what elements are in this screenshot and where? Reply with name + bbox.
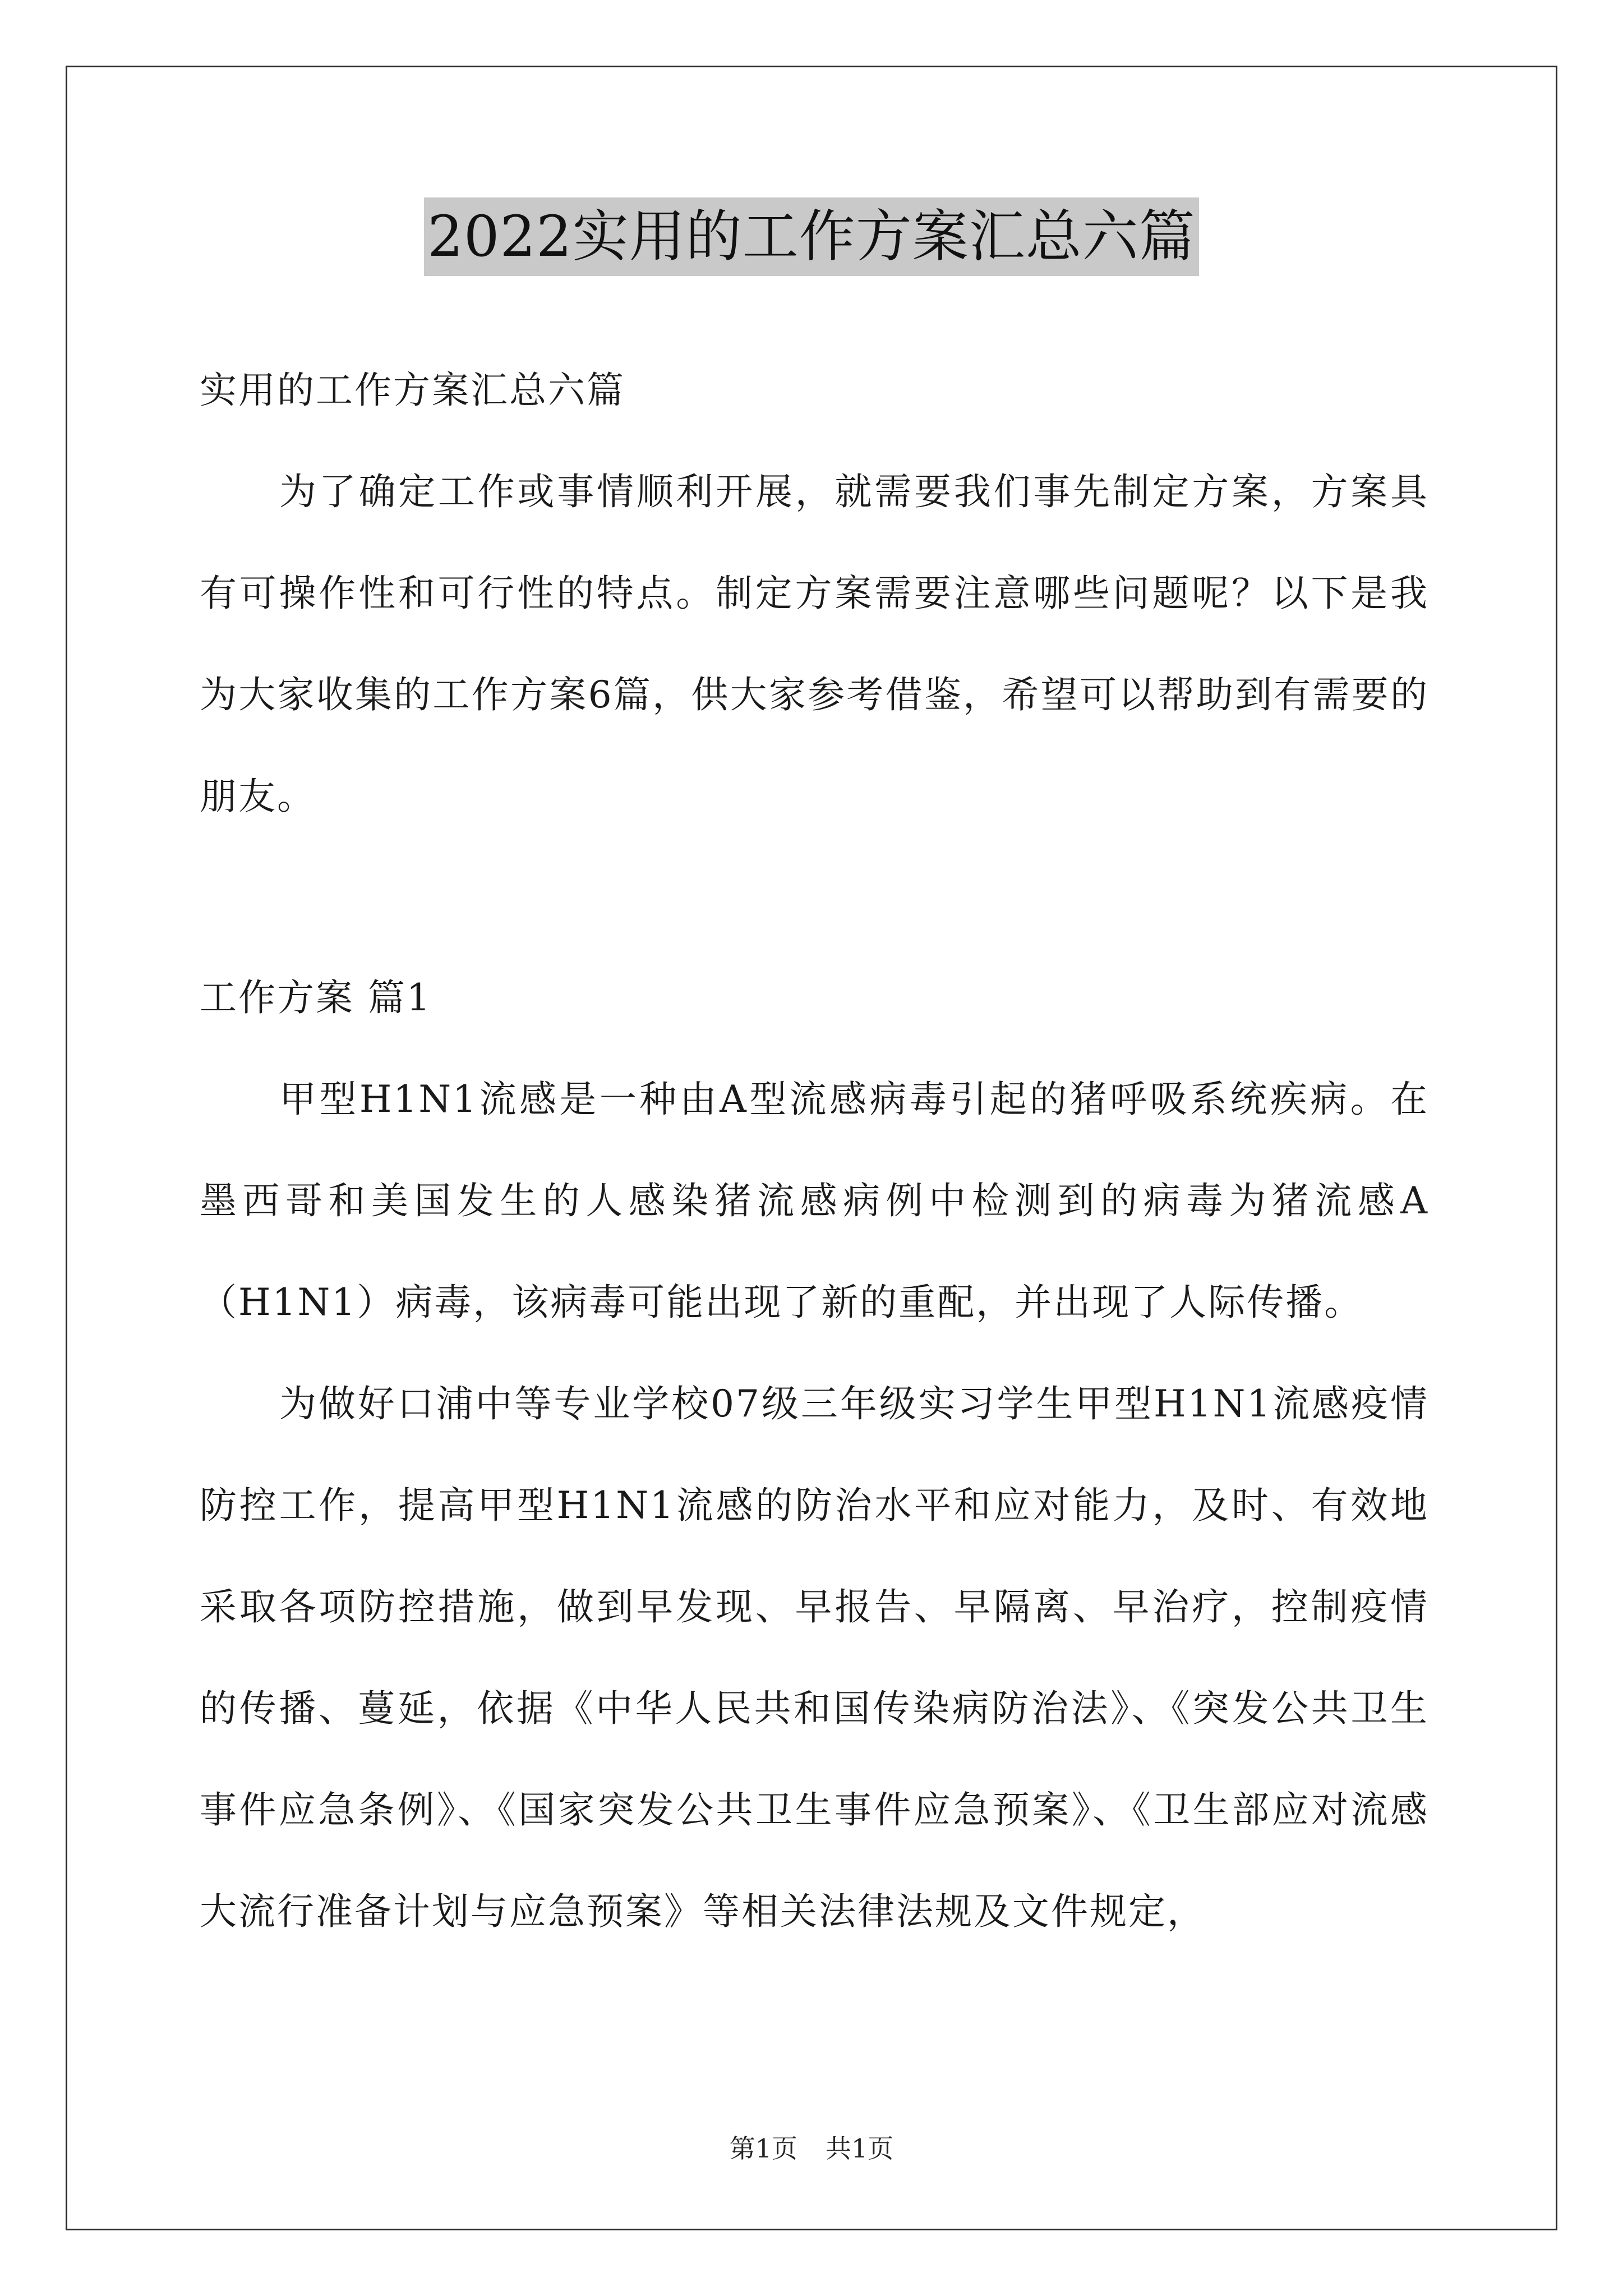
- document-subtitle: 实用的工作方案汇总六篇: [200, 369, 625, 412]
- body-paragraph: 为做好口浦中等专业学校07级三年级实习学生甲型H1N1流感疫情防控工作，提高甲型H1N1流感的防治水平和应对能力，及时、有效地采取各项防控措施，做到早发现、早报告、早隔离、早治疗，控制疫情的传播、蔓延，依据《中华人民共和国传染病防治法》、《突发公共卫生事件应急条例》、《国家突发公共卫生事件应急预案》、《卫生部应对流感大流行准备计划与应急预案》等相关法律法规及文件规定，: [200, 1382, 1429, 1933]
- document-title: 2022实用的工作方案汇总六篇: [424, 197, 1199, 276]
- title-wrap: [0, 197, 1623, 276]
- section-gap: [200, 847, 1429, 947]
- body-paragraph: 甲型H1N1流感是一种由A型流感病毒引起的猪呼吸系统疾病。在墨西哥和美国发生的人感染猪流感病例中检测到的病毒为猪流感A（H1N1）病毒，该病毒可能出现了新的重配，并出现了人际传播。: [200, 1078, 1429, 1324]
- page-footer: [0, 2132, 1623, 2165]
- intro-paragraph: 为了确定工作或事情顺利开展，就需要我们事先制定方案，方案具有可操作性和可行性的特点。制定方案需要注意哪些问题呢？以下是我为大家收集的工作方案6篇，供大家参考借鉴，希望可以帮助到有需要的朋友。: [200, 470, 1429, 818]
- document-body: [200, 339, 1429, 1962]
- page-total: 共1页: [826, 2133, 894, 2164]
- section-heading: 工作方案 篇1: [200, 976, 432, 1019]
- page-number: 第1页: [729, 2133, 797, 2164]
